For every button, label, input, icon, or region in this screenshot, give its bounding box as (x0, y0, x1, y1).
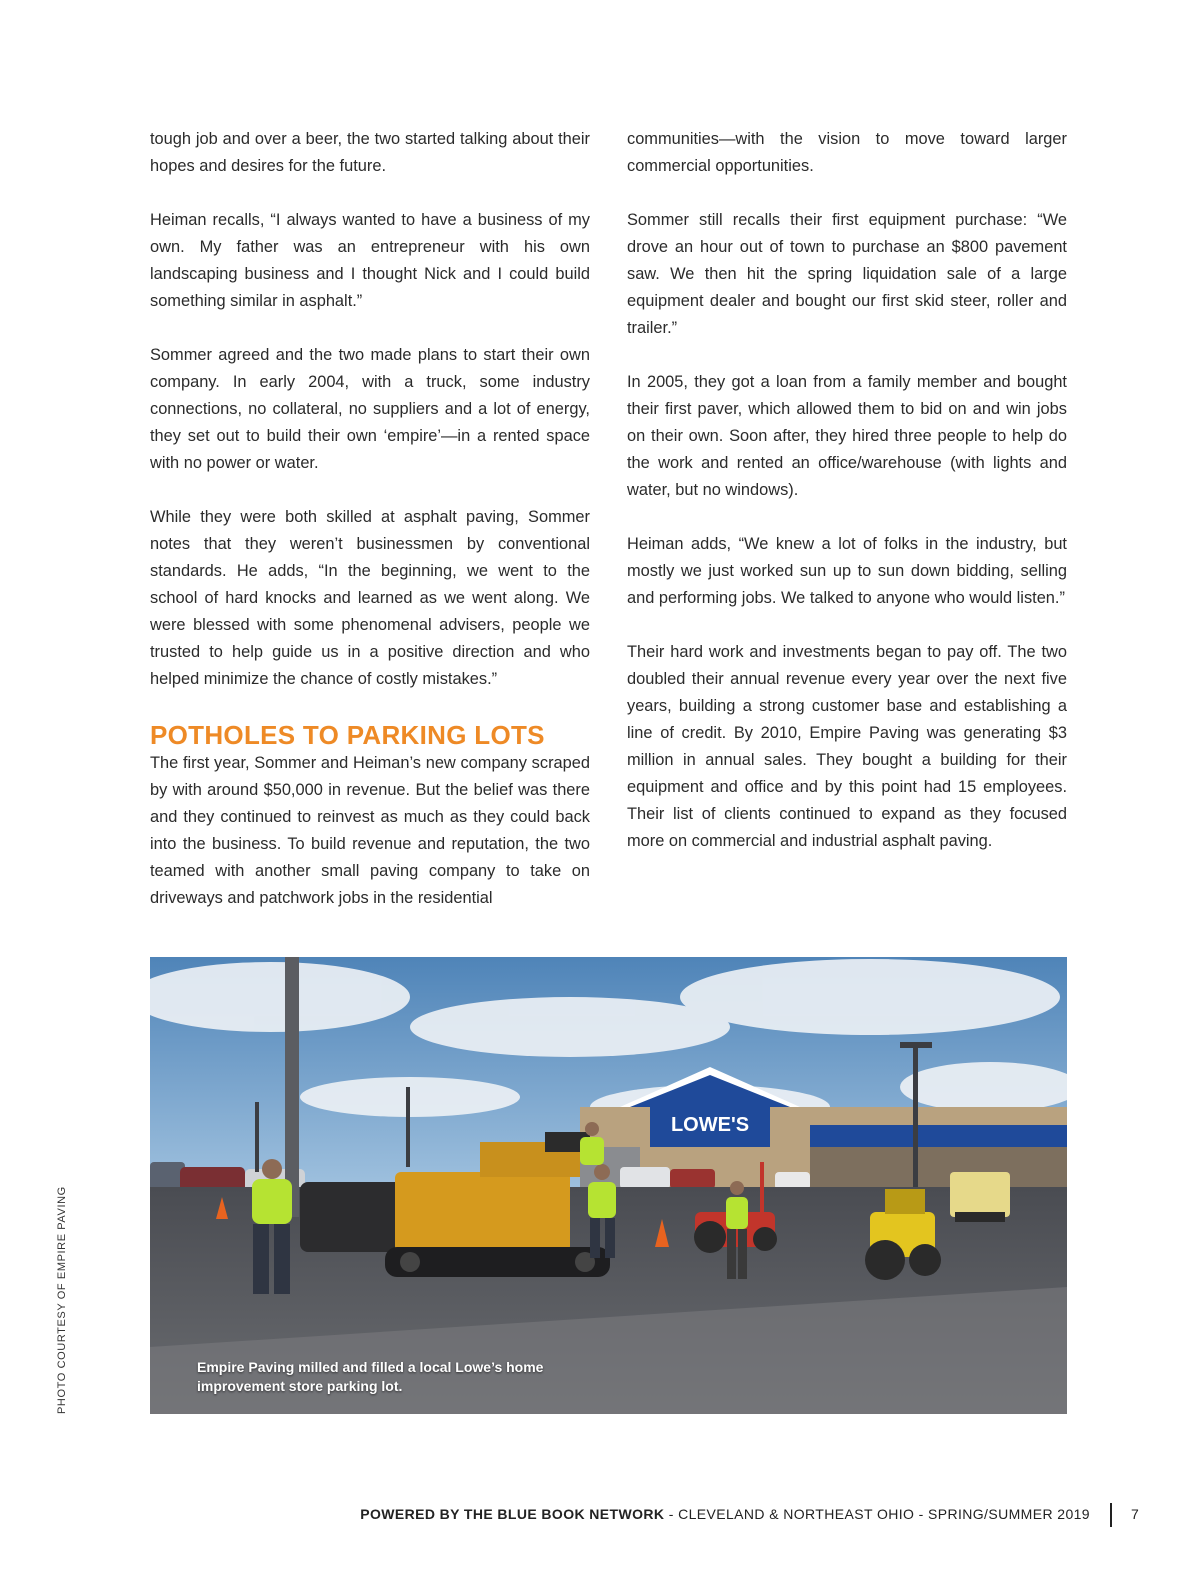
store-awning (810, 1125, 1067, 1147)
paving-scene-illustration (150, 957, 1067, 1414)
photo-caption: Empire Paving milled and filled a local Lowe’s home improvement store parking lot. (197, 1359, 544, 1394)
body-paragraph: communities—with the vision to move toward larger commercial opportunities. (627, 130, 1067, 175)
section-heading: POTHOLES TO PARKING LOTS (150, 720, 545, 750)
body-paragraph: While they were both skilled at asphalt paving, Sommer notes that they weren’t businessmen by conventional standards. He adds, “In the beginning, we went to the school of hard knocks and learned as we went along. We were blessed with some phenomenal advisers, people we trusted to help guide us in a positive direction and who helped minimize the chance of costly mistakes.” (150, 508, 590, 688)
body-paragraph: In 2005, they got a loan from a family member and bought their first paver, which allowed them to bid on and win jobs on their own. Soon after, they hired three people to help do the work and rented an office/warehouse (with lights and water, but no windows). (627, 373, 1067, 499)
body-paragraph: Sommer still recalls their first equipment purchase: “We drove an hour out of town to purchase an $800 pavement saw. We then hit the spring liquidation sale of a large equipment dealer and bought our first skid steer, roller and trailer.” (627, 211, 1067, 337)
page-number: 7 (1131, 1506, 1139, 1522)
body-paragraph: Their hard work and investments began to pay off. The two doubled their annual revenue every year over the next five years, building a strong customer base and establishing a line of credit. By 2010, Empire Paving was generating $3 million in annual sales. They bought a building for their equipment and office and by this point had 15 employees. Their list of clients continued to expand as they focused more on commercial and industrial asphalt paving. (627, 643, 1067, 850)
photo-credit: PHOTO COURTESY OF EMPIRE PAVING (56, 1186, 68, 1414)
paving-photo (150, 957, 1067, 1414)
footer-divider (1110, 1503, 1112, 1527)
light-pole (255, 1102, 259, 1172)
body-paragraph: Sommer agreed and the two made plans to start their own company. In early 2004, with a truck, some industry connections, no collateral, no suppliers and a lot of energy, they set out to build their own ‘empire’—in a rented space with no power or water. (150, 346, 590, 472)
light-fixture (900, 1042, 932, 1048)
footer-publication: POWERED BY THE BLUE BOOK NETWORK (360, 1506, 665, 1522)
body-paragraph: Heiman adds, “We knew a lot of folks in the industry, but mostly we just worked sun up to sun down bidding, selling and performing jobs. We talked to anyone who would listen.” (627, 535, 1067, 607)
light-pole (913, 1042, 918, 1187)
body-paragraph: Heiman recalls, “I always wanted to have a business of my own. My father was an entrepreneur with his own landscaping business and I thought Nick and I could build something similar in asphalt.” (150, 211, 590, 310)
footer (360, 1506, 1090, 1522)
article-right-column (627, 126, 1067, 855)
store-sign-text: LOWE'S (670, 1114, 750, 1136)
article-left-column (150, 126, 590, 912)
store-front (810, 1147, 1067, 1187)
body-paragraph: The first year, Sommer and Heiman’s new company scraped by with around $50,000 in revenue. But the belief was there and they continued to reinvest as much as they could back into the business. To build revenue and reputation, the two teamed with another small paving company to take on driveways and patchwork jobs in the residential (150, 754, 590, 907)
yellow-roller-distant (950, 1172, 1010, 1222)
body-paragraph: tough job and over a beer, the two started talking about their hopes and desires for the future. (150, 130, 590, 175)
footer-edition: - CLEVELAND & NORTHEAST OHIO - SPRING/SUMMER 2019 (664, 1506, 1090, 1522)
light-pole (406, 1087, 410, 1167)
light-pole (285, 957, 299, 1217)
